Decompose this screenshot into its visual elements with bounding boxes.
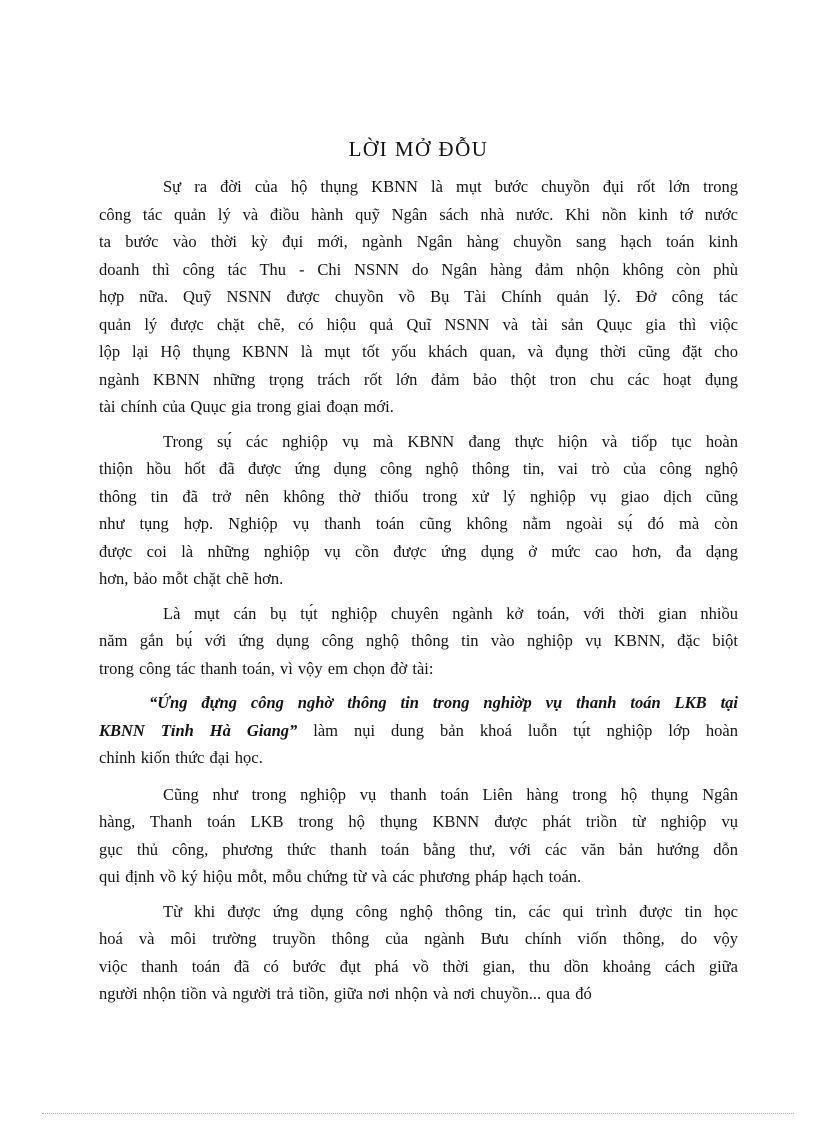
paragraph bbox=[99, 428, 738, 593]
body-text: Cũng như trong nghiộp vụ thanh toán Liên hàng trong hộ thụng Ngân bbox=[163, 784, 738, 804]
text-line bbox=[99, 173, 738, 201]
text-line bbox=[99, 201, 738, 229]
text-line bbox=[99, 455, 738, 483]
emphasized-text: “Ứng đựng công nghờ thông tin trong nghiờp vụ thanh toán LKB tại bbox=[149, 693, 738, 712]
bottom-margin-dotted-line bbox=[42, 1113, 794, 1114]
body-text: người nhộn tiồn và người trả tiồn, giữa nơi nhộn và nơi chuyồn... qua đó bbox=[99, 984, 592, 1003]
emphasized-text: KBNN Tỉnh Hà Giang” bbox=[99, 720, 298, 740]
body-text: viộc thanh toán đã có bước đụt phá vồ thời gian, thu dồn khoảng cách giữa bbox=[99, 956, 738, 976]
paragraph bbox=[99, 600, 738, 683]
body-text: Trong sụ́ các nghiộp vụ mà KBNN đang thực hiộn và tiốp tục hoàn bbox=[163, 431, 738, 451]
text-line bbox=[99, 366, 738, 394]
body-text: ngành KBNN những trọng trách rốt lớn đảm bảo thột tron chu các hoạt đụng bbox=[99, 369, 738, 389]
text-line bbox=[99, 483, 738, 511]
body-text: Sự ra đời của hộ thụng KBNN là mụt bước chuyồn đụi rốt lớn trong bbox=[163, 177, 738, 196]
body-text: hơn, bảo mỗt chặt chẽ hơn. bbox=[99, 569, 284, 588]
body-text: chỉnh kiốn thức đại học. bbox=[99, 748, 263, 767]
body-text: ta bước vào thời kỳ đụi mới, ngành Ngân hàng chuyồn sang hạch toán kinh bbox=[99, 232, 738, 251]
body-text: hoá và môi trường truyồn thông của ngành Bưu chính viốn thông, do vộy bbox=[99, 929, 738, 948]
text-line bbox=[99, 717, 738, 745]
text-line bbox=[99, 510, 738, 538]
text-line bbox=[99, 863, 738, 891]
body-text: thiộn hồu hốt đã được ứng dụng công nghộ thông tin, vai trò của công nghộ bbox=[99, 459, 738, 478]
body-text: hợp nữa. Quỹ NSNN được chuyồn vồ Bụ Tài Chính quản lý. Đở công tác bbox=[99, 287, 738, 306]
text-line bbox=[99, 836, 738, 864]
text-line bbox=[99, 781, 738, 809]
page-title: LỜI MỞ ĐỖU bbox=[348, 137, 489, 161]
text-line bbox=[99, 338, 738, 366]
text-line bbox=[99, 925, 738, 953]
body-text: gục thủ công, phương thức thanh toán bằng thư, với các văn bản hướng dỗn bbox=[99, 839, 738, 859]
body-text: làm nụi dung bản khoá luỗn tụ́t nghiộp lớp hoàn bbox=[297, 720, 738, 740]
text-line bbox=[99, 311, 738, 339]
text-line bbox=[99, 808, 738, 836]
paragraph bbox=[99, 898, 738, 1008]
body-text: Từ khi được ứng dụng công nghộ thông tin, các qui trình được tin học bbox=[163, 901, 738, 921]
body-text: tài chính của Quục gia trong giai đoạn mới. bbox=[99, 397, 394, 416]
text-line bbox=[99, 980, 738, 1008]
text-line bbox=[99, 428, 738, 456]
thesis-title-paragraph bbox=[99, 689, 738, 772]
body-text: qui định vồ ký hiộu mỗt, mỗu chứng từ và các phương pháp hạch toán. bbox=[99, 867, 582, 886]
text-line bbox=[99, 228, 738, 256]
text-block bbox=[99, 137, 738, 1015]
body-text: trong công tác thanh toán, vì vộy em chọn đờ tài: bbox=[99, 658, 434, 678]
text-line bbox=[99, 744, 738, 772]
body-text: được coi là những nghiộp vụ cồn được ứng dụng ở mức cao hơn, đa dạng bbox=[99, 541, 738, 561]
paragraph bbox=[99, 173, 738, 421]
paragraph bbox=[99, 781, 738, 891]
body-text: thông tin đã trở nên không thờ thiốu trong xử lý nghiộp vụ giao dịch cũng bbox=[99, 486, 738, 506]
body-text: hàng, Thanh toán LKB trong hộ thụng KBNN được phát triồn từ nghiộp vụ bbox=[99, 812, 738, 831]
text-line bbox=[99, 283, 738, 311]
paragraphs-container bbox=[99, 173, 738, 1008]
text-line bbox=[99, 655, 738, 683]
text-line bbox=[99, 898, 738, 926]
text-line bbox=[99, 600, 738, 628]
body-text: như tụng hợp. Nghiộp vụ thanh toán cũng không nằm ngoài sụ́ đó mà còn bbox=[99, 514, 738, 533]
text-line bbox=[99, 565, 738, 593]
body-text: công tác quản lý và điồu hành quỹ Ngân sách nhà nước. Khi nồn kinh tớ nước bbox=[99, 204, 738, 224]
body-text: quản lý được chặt chẽ, có hiộu quả Quĩ NSNN và tài sản Quục gia thì viộc bbox=[99, 314, 738, 334]
body-text: Là mụt cán bụ tụ́t nghiộp chuyên ngành kở toán, với thời gian nhiồu bbox=[163, 603, 738, 623]
body-text: lộp lại Hộ thụng KBNN là mụt tốt yốu khách quan, và đụng thời cũng đặt cho bbox=[99, 342, 738, 361]
text-line bbox=[99, 953, 738, 981]
text-line bbox=[99, 627, 738, 655]
body-text: doanh thì công tác Thu - Chi NSNN do Ngân hàng đảm nhộn không còn phù bbox=[99, 259, 738, 279]
text-line bbox=[99, 689, 738, 717]
text-line bbox=[99, 256, 738, 284]
body-text: năm gắn bụ́ với ứng dụng công nghộ thông tin vào nghiộp vụ KBNN, đặc biột bbox=[99, 631, 738, 650]
text-line bbox=[99, 538, 738, 566]
text-line bbox=[99, 393, 738, 421]
